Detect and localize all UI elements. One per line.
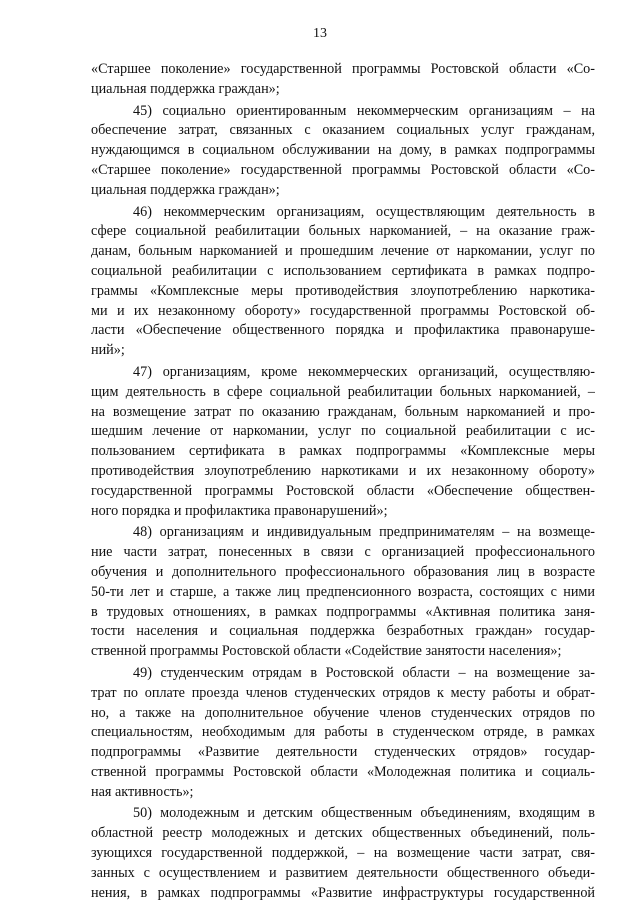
text-line: сфере социальной реабилитации больных наркоманией, – на оказание граж- [91,223,595,240]
text-line: граммы «Комплексные меры противодействия злоупотреблению наркотика- [91,282,595,299]
text-line: циальная поддержка граждан»; [91,80,280,97]
text-line: циальная поддержка граждан»; [91,181,280,198]
text-line: ласти «Обеспечение общественного порядка и профилактика правонаруше- [91,322,595,339]
text-line: шедшим лечение от наркомании, услуг по социальной реабилитации с ис- [91,423,595,440]
text-line: тости населения и социальная поддержка безработных граждан» государ- [91,623,595,640]
text-line: данам, больным наркоманией и прошедшим лечение от наркомании, услуг по [91,243,595,260]
paragraph-item-46 [91,203,595,361]
text-line: зующихся государственной поддержкой, – на возмещение части затрат, свя- [91,845,595,862]
paragraph-item-49 [91,664,595,803]
text-line: в трудовых отношениях, в рамках подпрограммы «Активная политика заня- [91,603,595,620]
text-line: ственной программы Ростовской области «Молодежная политика и социаль- [91,763,595,780]
text-line: 50-ти лет и старше, а также лиц предпенсионного возраста, состоящих с ними [91,583,595,600]
text-line: на возмещение затрат по оказанию гражданам, больным наркоманией и про- [91,403,595,420]
text-line: государственной программы Ростовской области «Обеспечение обществен- [91,482,595,499]
text-line: ная активность»; [91,783,194,800]
text-line: ственной программы Ростовской области «Содействие занятости населения»; [91,643,562,660]
text-line: пользованием сертификата в рамках подпрограммы «Комплексные меры [91,443,595,460]
text-line: 49) студенческим отрядам в Ростовской области – на возмещение за- [133,664,595,681]
text-line: 46) некоммерческим организациям, осуществляющим деятельность в [133,203,595,220]
text-line: «Старшее поколение» государственной программы Ростовской области «Со- [91,61,595,77]
text-line: 50) молодежным и детским общественным объединениям, входящим в [133,805,595,822]
paragraph-item-48 [91,523,595,662]
page-number: 13 [313,26,327,41]
text-line: областной реестр молодежных и детских общественных объединений, поль- [91,825,595,842]
paragraph-continuation [91,60,595,100]
paragraph-item-47 [91,363,595,521]
text-line: щим деятельность в сфере социальной реабилитации больных наркоманией, – [91,383,595,400]
text-line: обучения и дополнительного профессионального образования лиц в возрасте [91,563,595,580]
paragraph-item-50 [91,804,595,903]
text-line: нения, в рамках подпрограммы «Развитие инфраструктуры государственной [91,884,595,901]
text-line: 45) социально ориентированным некоммерческим организациям – на [133,102,595,119]
document-body [91,60,595,903]
text-line: подпрограммы «Развитие деятельности студенческих отрядов» государ- [91,744,595,761]
text-line: «Старшее поколение» государственной программы Ростовской области «Со- [91,161,595,178]
text-line: ного порядка и профилактика правонарушений»; [91,502,388,519]
paragraph-item-45 [91,102,595,201]
text-line: ние части затрат, понесенных в связи с организацией профессионального [91,544,595,561]
text-line: 48) организациям и индивидуальным предпринимателям – на возмеще- [133,524,595,541]
text-line: но, а также на дополнительное обучение членов студенческих отрядов по [91,704,595,721]
text-line: противодействия злоупотреблению наркотиками и их незаконному обороту» [91,462,595,479]
text-line: ми и их незаконному обороту» государственной программы Ростовской об- [91,302,595,319]
text-line: социальной реабилитации с использованием сертификата в рамках подпро- [91,262,595,279]
text-line: трат по оплате проезда членов студенческих отрядов к месту работы и обрат- [91,684,595,701]
text-line: занных с осуществлением и развитием деятельности общественного объеди- [91,864,595,881]
text-line: специальностям, необходимым для работы в студенческом отряде, в рамках [91,724,595,741]
text-line: 47) организациям, кроме некоммерческих организаций, осуществляю- [133,363,595,380]
text-line: нуждающимся в социальном обслуживании на дому, в рамках подпрограммы [91,142,595,159]
text-line: ний»; [91,342,125,359]
text-line: обеспечение затрат, связанных с оказанием социальных услуг гражданам, [91,122,595,139]
